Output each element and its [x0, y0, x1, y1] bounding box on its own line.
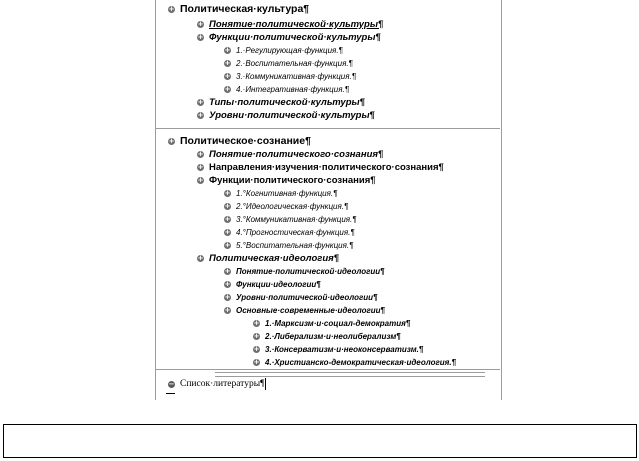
outline-text: 3.·Консерватизм·и·неоконсерватизм.¶: [265, 344, 424, 354]
outline-text: Функции·идеологии¶: [236, 279, 321, 289]
outline-item[interactable]: [224, 56, 353, 70]
outline-item[interactable]: [253, 355, 456, 369]
outline-text: Политическое·сознание¶: [180, 135, 311, 147]
expand-plus-icon[interactable]: +: [197, 162, 204, 171]
outline-text: Политическая·идеология¶: [209, 252, 340, 264]
outline-item[interactable]: [197, 30, 381, 44]
outline-text: Функции·политического·сознания¶: [209, 174, 376, 186]
expand-plus-icon[interactable]: +: [224, 214, 231, 223]
outline-item[interactable]: [224, 186, 337, 200]
outline-item[interactable]: [224, 225, 355, 239]
outline-text: Направления·изучения·политического·сознания¶: [209, 161, 444, 173]
expand-plus-icon[interactable]: +: [224, 266, 231, 275]
expand-plus-icon[interactable]: +: [224, 71, 231, 80]
expand-plus-icon[interactable]: +: [168, 4, 175, 13]
outline-text: 4.°Прогностическая·функция.¶: [236, 227, 355, 237]
expand-plus-icon[interactable]: +: [197, 149, 204, 158]
outline-item[interactable]: [224, 69, 356, 83]
expand-plus-icon[interactable]: +: [224, 45, 231, 54]
outline-item[interactable]: [224, 303, 385, 317]
section-separator: [155, 128, 500, 129]
outline-item[interactable]: [224, 199, 348, 213]
outline-heading-consciousness[interactable]: [168, 134, 311, 148]
expand-plus-icon[interactable]: +: [168, 136, 175, 145]
outline-item[interactable]: [197, 147, 383, 161]
outline-text: 1.·Марксизм·и·социал-демократия¶: [265, 318, 411, 328]
outline-text: Уровни·политической·идеологии¶: [236, 292, 378, 302]
outline-item[interactable]: [224, 212, 357, 226]
outline-text: 3.·Коммуникативная·функция.¶: [236, 71, 357, 81]
outline-item[interactable]: [253, 342, 423, 356]
outline-text: 1.·Регулирующая·функция.¶: [236, 45, 343, 55]
expand-plus-icon[interactable]: +: [253, 344, 260, 353]
expand-plus-icon[interactable]: +: [224, 201, 231, 210]
outline-text: 1.°Когнитивная·функция.¶: [236, 188, 338, 198]
outline-heading-culture[interactable]: [168, 2, 309, 16]
expand-plus-icon[interactable]: +: [224, 292, 231, 301]
expand-plus-icon[interactable]: +: [197, 19, 204, 28]
outline-item[interactable]: [224, 238, 353, 252]
outline-item[interactable]: [224, 290, 378, 304]
outline-text: Политическая·культура¶: [180, 3, 310, 15]
underline-mark: [166, 393, 175, 394]
outline-item[interactable]: [224, 43, 343, 57]
expand-plus-icon[interactable]: +: [224, 305, 231, 314]
expand-plus-icon[interactable]: +: [197, 32, 204, 41]
outline-text: 2.·Воспитательная·функция.¶: [236, 58, 353, 68]
outline-item[interactable]: [224, 277, 321, 291]
outline-item-literature[interactable]: [168, 377, 266, 391]
outline-text: Понятие·политической·идеологии¶: [236, 266, 385, 276]
outline-item[interactable]: [197, 173, 376, 187]
expand-plus-icon[interactable]: +: [253, 318, 260, 327]
outline-text: 2.°Идеологическая·функция.¶: [236, 201, 349, 211]
outline-item[interactable]: [253, 316, 410, 330]
expand-plus-icon[interactable]: +: [224, 188, 231, 197]
text-cursor: [265, 378, 266, 390]
outline-item[interactable]: [253, 329, 401, 343]
outline-text: 4.·Христианско-демократическая·идеология.¶: [265, 357, 457, 367]
expand-plus-icon[interactable]: +: [197, 97, 204, 106]
expand-plus-icon[interactable]: +: [253, 331, 260, 340]
section-separator: [155, 369, 500, 370]
expand-plus-icon[interactable]: +: [253, 357, 260, 366]
outline-item[interactable]: [224, 264, 385, 278]
empty-text-box: [3, 424, 637, 458]
expand-plus-icon[interactable]: +: [224, 279, 231, 288]
outline-text: 5.°Воспитательная·функция.¶: [236, 240, 354, 250]
collapse-minus-icon[interactable]: −: [168, 379, 175, 388]
outline-text: 4.·Интегративная·функция.¶: [236, 84, 349, 94]
outline-item[interactable]: [224, 82, 349, 96]
outline-item[interactable]: [197, 251, 339, 265]
outline-text: Основные·современные·идеологии¶: [236, 305, 385, 315]
outline-item[interactable]: [197, 17, 383, 31]
outline-text: Уровни·политической·культуры¶: [209, 109, 375, 121]
outline-text: Типы·политической·культуры¶: [209, 96, 365, 108]
outline-text: 2.·Либерализм·и·неолиберализм¶: [265, 331, 401, 341]
outline-text: Понятие·политической·культуры¶: [209, 18, 384, 30]
outline-item[interactable]: [197, 108, 375, 122]
expand-plus-icon[interactable]: +: [224, 240, 231, 249]
expand-plus-icon[interactable]: +: [224, 227, 231, 236]
outline-text: 3.°Коммуникативная·функция.¶: [236, 214, 357, 224]
outline-item[interactable]: [197, 95, 365, 109]
expand-plus-icon[interactable]: +: [224, 58, 231, 67]
outline-text: Функции·политической·культуры¶: [209, 31, 381, 43]
expand-plus-icon[interactable]: +: [197, 110, 204, 119]
expand-plus-icon[interactable]: +: [197, 253, 204, 262]
outline-text: Список·литературы¶: [180, 379, 265, 389]
expand-plus-icon[interactable]: +: [224, 84, 231, 93]
outline-item[interactable]: [197, 160, 444, 174]
expand-plus-icon[interactable]: +: [197, 175, 204, 184]
outline-text: Понятие·политического·сознания¶: [209, 148, 384, 160]
